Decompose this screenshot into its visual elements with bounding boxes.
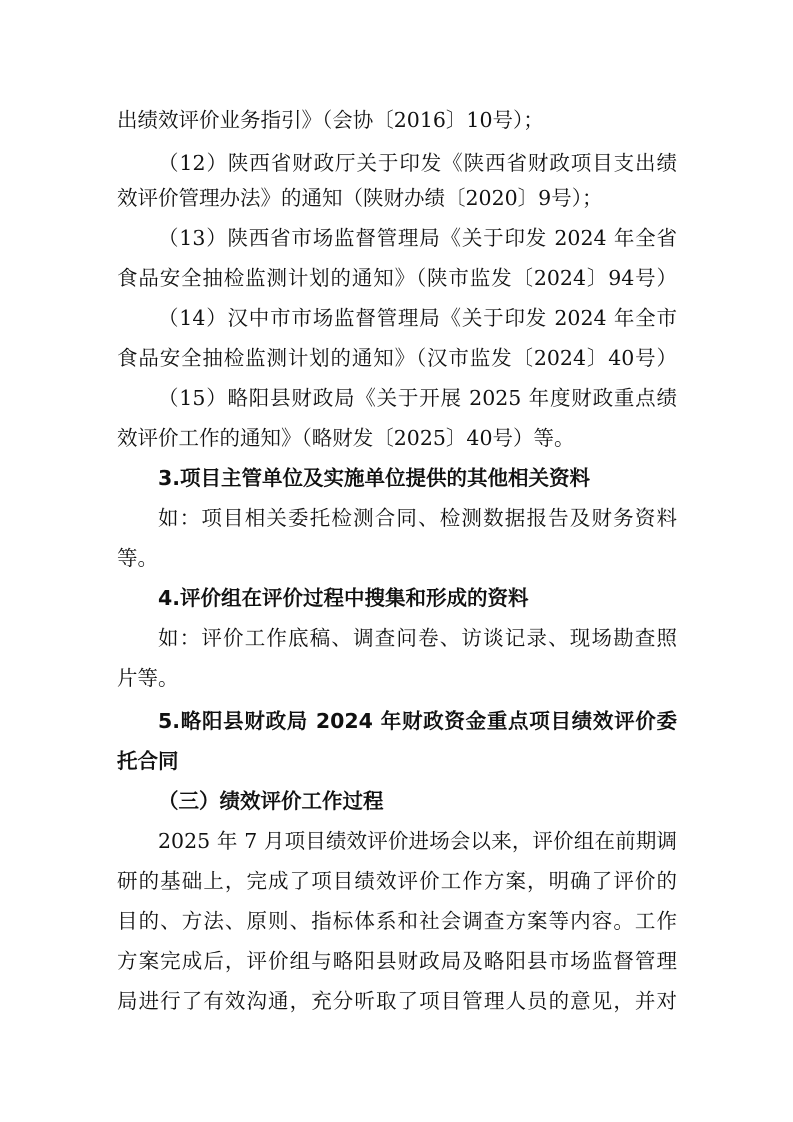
text-line: （13）陕西省市场监督管理局《关于印发 2024 年全省: [158, 226, 677, 250]
section-heading: 5.略阳县财政局 2024 年财政资金重点项目绩效评价委: [158, 709, 677, 733]
text-line: （15）略阳县财政局《关于开展 2025 年度财政重点绩: [158, 386, 677, 410]
text-line: （14）汉中市市场监督管理局《关于印发 2024 年全市: [158, 306, 677, 330]
text-line: 方案完成后，评价组与略阳县财政局及略阳县市场监督管理: [117, 949, 677, 973]
text-line: 出绩效评价业务指引》（会协〔2016〕10号）；: [117, 108, 544, 132]
section-heading: 3.项目主管单位及实施单位提供的其他相关资料: [158, 466, 591, 490]
subsection-heading: （三）绩效评价工作过程: [158, 789, 384, 813]
text-line: 目的、方法、原则、指标体系和社会调查方案等内容。工作: [117, 909, 677, 933]
text-line: 如：评价工作底稿、调查问卷、访谈记录、现场勘查照: [158, 626, 677, 650]
text-line: 效评价工作的通知》（略财发〔2025〕40号）等。: [117, 426, 575, 450]
section-heading: 4.评价组在评价过程中搜集和形成的资料: [158, 586, 529, 610]
text-line: 2025 年 7 月项目绩效评价进场会以来，评价组在前期调: [158, 829, 677, 853]
text-line: （12）陕西省财政厅关于印发《陕西省财政项目支出绩: [158, 151, 677, 175]
section-heading: 托合同: [117, 749, 179, 773]
text-line: 效评价管理办法》的通知（陕财办绩〔2020〕9号）；: [117, 186, 603, 210]
text-line: 食品安全抽检监测计划的通知》（汉市监发〔2024〕40号）: [117, 346, 677, 370]
text-line: 局进行了有效沟通，充分听取了项目管理人员的意见，并对: [117, 989, 677, 1013]
text-line: 如：项目相关委托检测合同、检测数据报告及财务资料: [158, 506, 677, 530]
text-line: 等。: [117, 546, 158, 570]
text-line: 研的基础上，完成了项目绩效评价工作方案，明确了评价的: [117, 869, 677, 893]
text-line: 食品安全抽检监测计划的通知》（陕市监发〔2024〕94号）: [117, 266, 677, 290]
text-line: 片等。: [117, 666, 179, 690]
